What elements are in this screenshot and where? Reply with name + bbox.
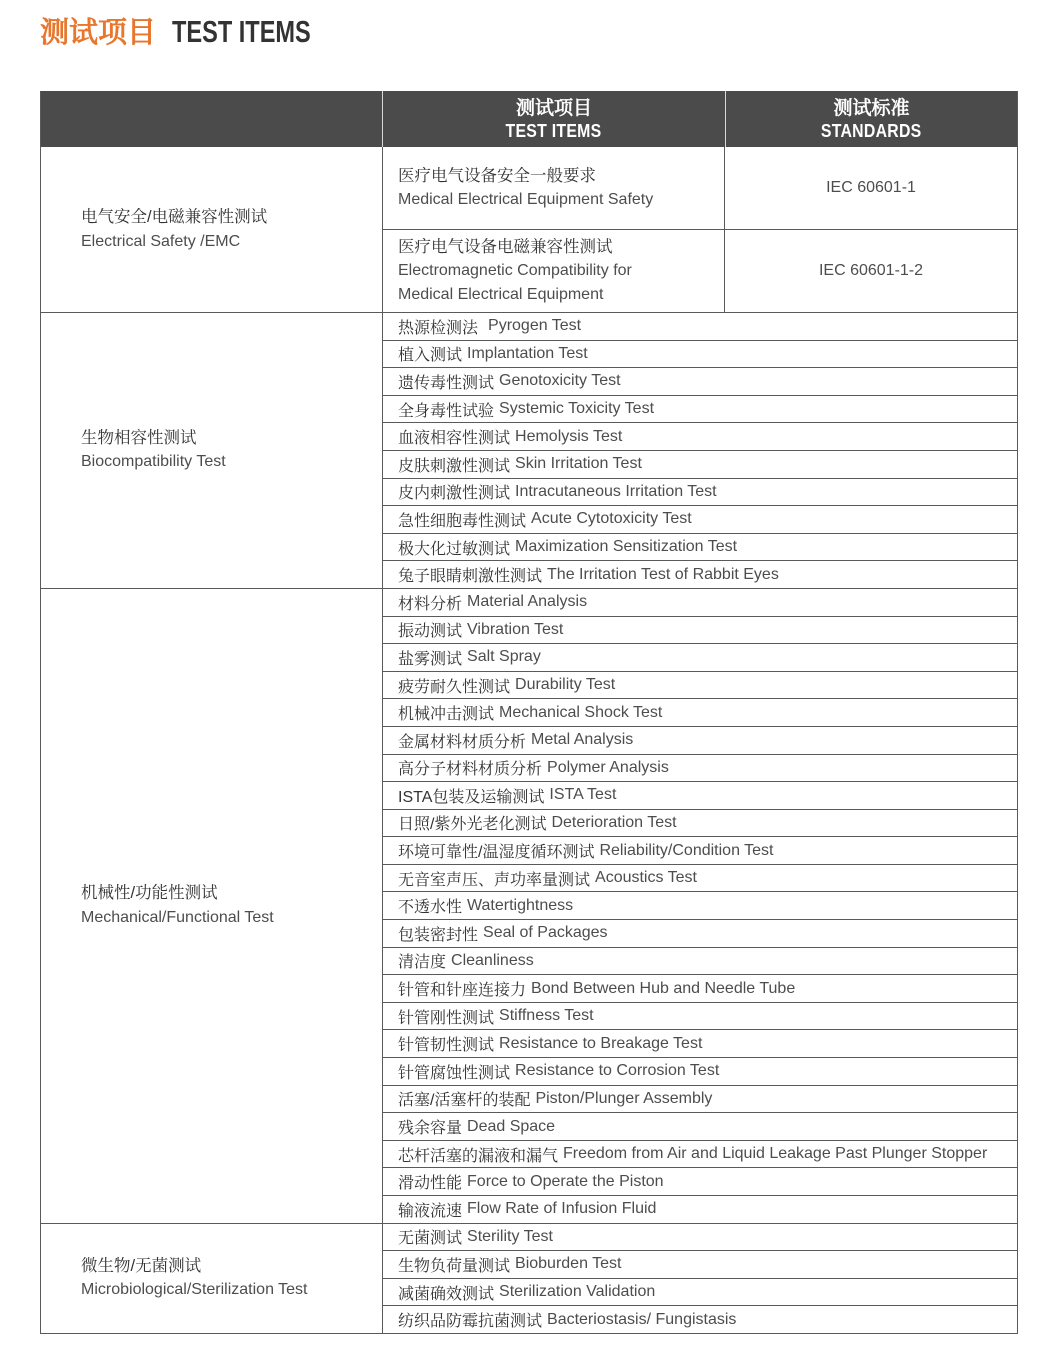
header-category-cell (41, 91, 382, 147)
table-row (383, 1003, 1017, 1031)
table-row (383, 451, 1017, 479)
table-row (383, 865, 1017, 893)
test-item-cn: 环境可靠性/温湿度循环测试 (398, 844, 595, 862)
test-item-en: Piston/Plunger Assembly (535, 1089, 713, 1107)
test-item-cn: 金属材料材质分析 (398, 733, 527, 751)
table-row (383, 561, 1017, 589)
test-item-en: Resistance to Corrosion Test (515, 1062, 720, 1080)
test-item-en: Deterioration Test (551, 813, 677, 831)
test-item-cn: 极大化过敏测试 (398, 540, 511, 558)
test-item-cn: 针管韧性测试 (398, 1037, 495, 1055)
header-test-items-cell (382, 91, 725, 147)
table-row (383, 699, 1017, 727)
test-item-en: Medical Electrical Equipment (398, 285, 604, 303)
category-group-electrical-safety (41, 147, 1017, 313)
test-item-en: Sterilization Validation (499, 1283, 656, 1301)
standard-cell: IEC 60601-1-2 (818, 262, 924, 279)
test-item-en: Polymer Analysis (547, 758, 669, 776)
category-label-en: Biocompatibility Test (81, 453, 226, 471)
test-item-cn: 医疗电气设备电磁兼容性测试 (398, 237, 613, 256)
test-item-cn: 急性细胞毒性测试 (398, 512, 527, 530)
test-item-en: Durability Test (515, 676, 616, 694)
table-row (383, 948, 1017, 976)
category-label-cn: 微生物/无菌测试 (81, 1256, 202, 1275)
test-item-cn: 医疗电气设备安全一般要求 (398, 166, 596, 185)
test-item-cn: 不透水性 (398, 899, 463, 917)
test-item-cn: 兔子眼睛刺激性测试 (398, 568, 543, 586)
table-row (383, 1086, 1017, 1114)
table-row (383, 313, 1017, 341)
test-item-en: Force to Operate the Piston (467, 1172, 664, 1190)
category-cell (41, 147, 382, 313)
table-row (383, 506, 1017, 534)
table-row (383, 755, 1017, 783)
test-item-en: Medical Electrical Equipment Safety (398, 191, 654, 208)
test-item-cn: 遗传毒性测试 (398, 374, 495, 392)
table-header (41, 91, 1017, 147)
table-row (383, 920, 1017, 948)
category-label-en: Microbiological/Sterilization Test (81, 1281, 308, 1299)
test-item-en: Stiffness Test (499, 1007, 594, 1025)
category-label-en: Mechanical/Functional Test (81, 908, 274, 926)
test-item-cn: 皮肤刺激性测试 (398, 457, 511, 475)
table-row (383, 341, 1017, 369)
table-row (383, 1196, 1017, 1224)
page-title-cn: 测试项目 (40, 15, 157, 49)
test-item-cn: 芯杆活塞的漏液和漏气 (398, 1147, 559, 1165)
test-item-cn: ISTA包装及运输测试 (398, 788, 545, 806)
test-item-cn: 针管腐蚀性测试 (398, 1064, 511, 1082)
test-item-en: Bond Between Hub and Needle Tube (531, 979, 796, 997)
header-standards-en: STANDARDS (821, 121, 922, 141)
category-cell (41, 589, 382, 1224)
test-item-en: Freedom from Air and Liquid Leakage Past Plunger Stopper (563, 1145, 988, 1163)
table-row (383, 147, 1017, 230)
table-row (383, 534, 1017, 562)
table-row (383, 396, 1017, 424)
table-row (383, 230, 1017, 313)
category-rows (382, 1224, 1017, 1334)
header-test-items-cn: 测试项目 (515, 97, 592, 119)
table-row (383, 1251, 1017, 1279)
test-item-cn: 活塞/活塞杆的装配 (398, 1092, 531, 1110)
table-row (383, 644, 1017, 672)
test-item-cn: 振动测试 (398, 623, 463, 641)
test-item-en: The Irritation Test of Rabbit Eyes (547, 565, 779, 583)
table-row (383, 589, 1017, 617)
test-item-cn: 植入测试 (398, 347, 463, 365)
table-row (383, 727, 1017, 755)
test-item-en: Bacteriostasis/ Fungistasis (547, 1310, 737, 1328)
test-item-en: Electromagnetic Compatibility for (398, 262, 632, 280)
test-item-en: Genotoxicity Test (499, 372, 621, 390)
test-item-en: Watertightness (467, 896, 574, 914)
test-item-cn: 全身毒性试验 (398, 402, 495, 420)
table-row (383, 1306, 1017, 1334)
test-item-cn: 盐雾测试 (398, 650, 463, 668)
test-item-en: Material Analysis (467, 593, 588, 611)
test-item-cn: 残余容量 (398, 1120, 463, 1138)
page-title (40, 12, 355, 52)
table-row (383, 479, 1017, 507)
category-group-biocompatibility (41, 313, 1017, 589)
test-item-en: Flow Rate of Infusion Fluid (467, 1200, 657, 1218)
category-group-mechanical-functional (41, 589, 1017, 1224)
test-item-en: Dead Space (467, 1117, 556, 1135)
table-row (383, 672, 1017, 700)
test-item-en: Cleanliness (451, 951, 534, 969)
category-rows (382, 147, 1017, 313)
test-item-cn: 无菌测试 (398, 1230, 463, 1248)
test-item-cn: 高分子材料材质分析 (398, 761, 543, 779)
table-row (383, 975, 1017, 1003)
test-item-en: ISTA Test (549, 786, 617, 804)
table-row (383, 782, 1017, 810)
test-item-en: Maximization Sensitization Test (515, 538, 738, 556)
test-item-en: Hemolysis Test (515, 427, 623, 445)
category-group-microbiological (41, 1224, 1017, 1334)
table-row (383, 1058, 1017, 1086)
table-row (383, 1168, 1017, 1196)
header-standards-cn: 测试标准 (833, 97, 910, 119)
test-item-en: Acute Cytotoxicity Test (531, 510, 692, 528)
test-item-en: Bioburden Test (515, 1255, 622, 1273)
test-item-cn: 无音室声压、声功率量测试 (398, 871, 591, 889)
header-standards-cell (725, 91, 1017, 147)
category-label-cn: 机械性/功能性测试 (81, 884, 218, 903)
test-item-en: Implantation Test (467, 344, 588, 362)
category-label-cn: 电气安全/电磁兼容性测试 (81, 208, 268, 226)
test-item-cn: 日照/紫外光老化测试 (398, 816, 547, 834)
header-test-items-en: TEST ITEMS (506, 121, 602, 141)
test-item-en: Acoustics Test (595, 869, 697, 887)
category-rows (382, 589, 1017, 1224)
test-item-cn: 血液相容性测试 (398, 430, 511, 448)
test-item-cn: 纺织品防霉抗菌测试 (398, 1313, 543, 1331)
test-item-en: Mechanical Shock Test (499, 703, 663, 721)
test-item-cn: 机械冲击测试 (398, 706, 495, 724)
test-item-en: Sterility Test (467, 1227, 553, 1245)
table-row (383, 368, 1017, 396)
test-item-en: Systemic Toxicity Test (499, 400, 655, 418)
test-item-cn: 输液流速 (398, 1202, 463, 1220)
table-row (383, 892, 1017, 920)
test-item-cell (383, 230, 725, 312)
table-row (383, 1030, 1017, 1058)
table-row (383, 837, 1017, 865)
test-item-cn: 针管和针座连接力 (398, 982, 527, 1000)
test-item-cell (383, 147, 725, 229)
table-row (383, 1224, 1017, 1252)
test-item-en: Pyrogen Test (488, 317, 582, 335)
table-row (383, 423, 1017, 451)
category-cell (41, 1224, 382, 1334)
table-row (383, 1141, 1017, 1169)
category-cell (41, 313, 382, 589)
test-item-cn: 生物负荷量测试 (398, 1257, 511, 1275)
table-row (383, 1279, 1017, 1307)
test-item-cn: 清洁度 (398, 954, 447, 972)
test-item-en: Skin Irritation Test (515, 455, 642, 473)
category-label-cn: 生物相容性测试 (81, 428, 197, 447)
test-item-cn: 疲劳耐久性测试 (398, 678, 511, 696)
table-row (383, 1113, 1017, 1141)
test-item-en: Reliability/Condition Test (599, 841, 774, 859)
test-item-cn: 皮内刺激性测试 (398, 485, 511, 503)
test-item-cn: 滑动性能 (398, 1175, 463, 1193)
table-row (383, 617, 1017, 645)
test-item-en: Salt Spray (467, 648, 541, 666)
test-item-cn: 热源检测法 (398, 319, 479, 337)
test-item-en: Intracutaneous Irritation Test (515, 482, 717, 500)
test-item-cn: 减菌确效测试 (398, 1285, 495, 1303)
test-items-table (40, 91, 1018, 1334)
test-item-cn: 针管刚性测试 (398, 1009, 495, 1027)
category-label-en: Electrical Safety /EMC (81, 232, 241, 250)
test-item-en: Metal Analysis (531, 731, 634, 749)
test-item-en: Seal of Packages (483, 924, 608, 942)
test-item-cn: 材料分析 (398, 595, 463, 613)
test-item-cn: 包装密封性 (398, 926, 479, 944)
page-title-en: TEST ITEMS (172, 14, 311, 49)
test-item-en: Resistance to Breakage Test (499, 1034, 703, 1052)
test-item-en: Vibration Test (467, 620, 564, 638)
table-row (383, 810, 1017, 838)
standard-cell: IEC 60601-1 (826, 179, 916, 196)
category-rows (382, 313, 1017, 589)
